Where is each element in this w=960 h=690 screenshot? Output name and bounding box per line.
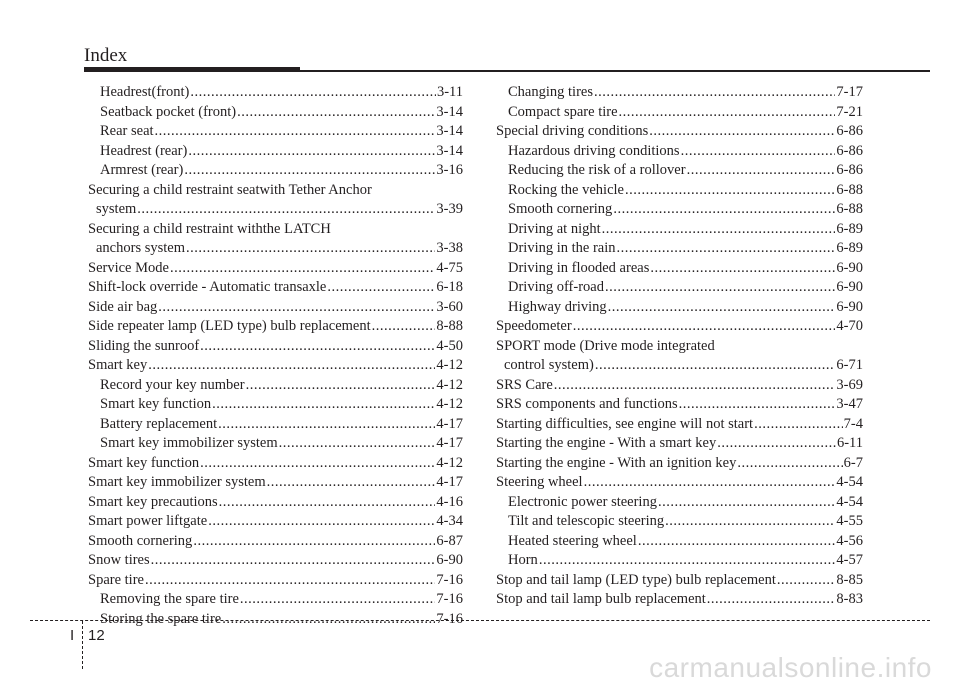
index-entry-page: 6-90 — [436, 552, 463, 568]
index-entry-page: 3-14 — [436, 103, 463, 120]
index-entry-label: Side air bag — [88, 298, 158, 315]
dot-leader — [649, 122, 835, 142]
index-entry-page: 4-54 — [836, 474, 863, 490]
index-entry-label: Steering wheel — [496, 474, 583, 490]
index-entry-continuation: anchors system — [96, 240, 185, 256]
dot-leader — [679, 395, 836, 415]
index-entry-page: 3-38 — [436, 240, 463, 256]
header-rule-thick — [84, 67, 300, 72]
index-entry — [88, 512, 463, 532]
index-entry-label: Reducing the risk of a rollover — [508, 162, 686, 178]
index-entry — [496, 454, 863, 474]
index-entry-label: Stop and tail lamp bulb replacement — [496, 591, 706, 607]
index-entry-page: 4-16 — [436, 493, 463, 510]
dot-leader — [754, 415, 843, 435]
index-entry-label: Side repeater lamp (LED type) bulb replacement — [88, 318, 371, 334]
dot-leader — [219, 493, 436, 513]
index-entry-label: Smooth cornering — [88, 532, 193, 549]
index-entry-page: 4-54 — [836, 493, 863, 510]
dot-leader — [240, 590, 435, 610]
dot-leader — [279, 434, 436, 454]
dot-leader — [687, 161, 836, 181]
index-entry-label: Speedometer — [496, 318, 572, 334]
index-entry — [88, 317, 463, 337]
index-entry-page: 4-75 — [436, 259, 463, 276]
dot-leader — [200, 454, 435, 474]
dot-leader — [327, 278, 435, 298]
index-entry-page: 4-57 — [836, 552, 863, 568]
index-entry-page: 7-21 — [836, 103, 863, 120]
index-entry — [496, 590, 863, 610]
index-entry-label: Seatback pocket (front) — [100, 103, 237, 120]
index-entry — [496, 239, 863, 259]
page-number: 12 — [88, 627, 105, 644]
dot-leader — [188, 142, 435, 162]
index-entry-label: Rear seat — [100, 123, 154, 139]
index-entry-page: 3-47 — [836, 396, 863, 412]
index-entry — [496, 259, 863, 279]
index-entry-page: 6-18 — [436, 279, 463, 295]
index-entry-page: 4-70 — [836, 318, 863, 334]
index-entry — [496, 298, 863, 318]
dot-leader — [650, 259, 835, 279]
index-entry-label: Shift-lock override - Automatic transaxle — [88, 279, 327, 295]
index-column-right — [496, 83, 863, 610]
index-entry-page: 3-11 — [436, 84, 463, 100]
index-entry-label: Battery replacement — [100, 415, 218, 432]
index-entry-label: Changing tires — [508, 84, 593, 100]
index-entry-page: 6-11 — [836, 435, 863, 451]
index-entry-label: Smart key function — [100, 396, 212, 412]
index-entry-label: Tilt and telescopic steering — [508, 513, 665, 529]
index-entry-label: Record your key number — [100, 376, 245, 393]
index-entry — [88, 356, 463, 376]
index-column-left — [88, 83, 463, 629]
index-entry-label: Driving off-road — [508, 279, 604, 295]
index-entry-page: 3-14 — [436, 142, 463, 159]
index-entry — [88, 415, 463, 435]
index-entry-label: Starting the engine - With a smart key — [496, 435, 717, 451]
index-entry — [88, 200, 463, 220]
index-entry-page: 6-89 — [836, 240, 863, 256]
index-entry — [496, 122, 863, 142]
index-entry-label: Headrest (rear) — [100, 142, 188, 159]
dot-leader — [707, 590, 836, 610]
index-entry-page: 4-55 — [836, 513, 863, 529]
dot-leader — [137, 200, 435, 220]
index-entry — [496, 376, 863, 396]
index-entry-page: 6-86 — [836, 162, 863, 178]
index-entry-page: 8-83 — [836, 591, 863, 607]
index-entry — [496, 356, 863, 376]
index-entry-label: Starting difficulties, see engine will not start — [496, 415, 754, 432]
index-entry-label: Service Mode — [88, 259, 169, 276]
index-entry-label: Heated steering wheel — [508, 532, 637, 549]
index-entry-label: Securing a child restraint seatwith Tether Anchor — [88, 181, 372, 198]
index-entry-page: 7-16 — [436, 571, 463, 588]
index-entry-page: 6-90 — [836, 259, 863, 276]
index-entry-page: 6-86 — [836, 142, 863, 159]
index-entry-label: Smart power liftgate — [88, 513, 208, 529]
index-entry-label: Special driving conditions — [496, 123, 649, 139]
index-entry-continuation: system — [96, 201, 137, 217]
dot-leader — [595, 356, 836, 376]
index-entry-label: Electronic power steering — [508, 493, 657, 510]
index-entry-label: Smart key immobilizer system — [88, 474, 266, 490]
index-entry — [88, 259, 463, 279]
index-entry-page: 6-90 — [836, 298, 863, 315]
dot-leader — [148, 356, 435, 376]
footer-divider — [30, 620, 930, 621]
index-entry — [496, 434, 863, 454]
index-entry-page: 4-50 — [436, 337, 463, 354]
index-entry-page: 6-7 — [843, 454, 863, 471]
index-entry-label: Spare tire — [88, 571, 144, 588]
index-entry-page: 6-88 — [836, 201, 863, 217]
index-entry — [88, 298, 463, 318]
index-entry — [496, 83, 863, 103]
dot-leader — [190, 83, 436, 103]
index-entry-page: 4-56 — [836, 532, 863, 549]
index-entry-label: Smart key immobilizer system — [100, 435, 278, 451]
index-entry-page: 6-71 — [836, 357, 863, 373]
index-entry-continuation: control system) — [504, 357, 594, 373]
index-entry-label: Driving in the rain — [508, 240, 616, 256]
index-entry-label: Removing the spare tire — [100, 591, 239, 607]
dot-leader — [372, 317, 436, 337]
dot-leader — [539, 551, 836, 571]
index-entry — [496, 395, 863, 415]
index-entry — [496, 571, 863, 591]
index-entry-page: 4-12 — [436, 396, 463, 412]
dot-leader — [155, 122, 436, 142]
index-entry-page: 8-85 — [836, 571, 863, 588]
dot-leader — [737, 454, 842, 474]
index-entry-page: 8-88 — [436, 318, 463, 334]
index-entry-page: 3-69 — [836, 376, 863, 393]
dot-leader — [267, 473, 436, 493]
index-entry-page: 7-16 — [436, 610, 463, 627]
index-entry-page: 6-88 — [836, 181, 863, 198]
index-entry-page: 7-4 — [843, 415, 863, 432]
index-entry — [88, 83, 463, 103]
index-entry-label: Starting the engine - With an ignition key — [496, 454, 737, 471]
dot-leader — [573, 317, 836, 337]
index-entry-page: 4-12 — [436, 376, 463, 393]
header-rule-thin — [300, 70, 930, 72]
index-entry-page: 4-17 — [436, 474, 463, 490]
index-entry — [496, 473, 863, 493]
index-entry-label: Horn — [508, 552, 538, 568]
index-entry-label: Sliding the sunroof — [88, 337, 200, 354]
dot-leader — [594, 83, 835, 103]
index-entry — [496, 181, 863, 201]
index-entry — [88, 278, 463, 298]
dot-leader — [193, 532, 435, 552]
index-entry-label: SRS components and functions — [496, 396, 678, 412]
dot-leader — [212, 395, 435, 415]
index-entry-page: 4-34 — [436, 513, 463, 529]
index-entry — [496, 200, 863, 220]
dot-leader — [170, 259, 435, 279]
dot-leader — [246, 376, 436, 396]
dot-leader — [658, 493, 835, 513]
dot-leader — [186, 239, 435, 259]
dot-leader — [625, 181, 835, 201]
index-entry — [88, 122, 463, 142]
index-entry-page: 6-89 — [836, 220, 863, 237]
index-entry-label: Smart key — [88, 357, 148, 373]
dot-leader — [200, 337, 435, 357]
index-entry — [496, 512, 863, 532]
index-entry-page: 3-14 — [436, 123, 463, 139]
index-entry-page: 3-39 — [436, 201, 463, 217]
index-entry-label: SRS Care — [496, 376, 553, 393]
index-entry — [496, 161, 863, 181]
index-entry — [88, 590, 463, 610]
index-entry — [496, 103, 863, 123]
index-entry-page: 6-90 — [836, 279, 863, 295]
index-entry-label: Headrest(front) — [100, 84, 190, 100]
index-entry-label: Snow tires — [88, 552, 150, 568]
dot-leader — [145, 571, 435, 591]
dot-leader — [602, 220, 836, 240]
index-entry — [88, 454, 463, 474]
dot-leader — [158, 298, 435, 318]
index-entry-page: 4-17 — [436, 435, 463, 451]
dot-leader — [638, 532, 836, 552]
dot-leader — [184, 161, 435, 181]
index-entry — [496, 142, 863, 162]
index-entry — [88, 103, 463, 123]
index-entry — [88, 395, 463, 415]
dot-leader — [151, 551, 436, 571]
index-entry — [88, 337, 463, 357]
dot-leader — [717, 434, 836, 454]
dot-leader — [605, 278, 835, 298]
index-entry-label: Smart key precautions — [88, 493, 218, 510]
index-entry-label: Rocking the vehicle — [508, 181, 624, 198]
index-entry — [88, 571, 463, 591]
index-entry-label: Driving in flooded areas — [508, 259, 650, 276]
dot-leader — [665, 512, 835, 532]
index-entry-label: Highway driving — [508, 298, 607, 315]
index-entry-label: Armrest (rear) — [100, 162, 184, 178]
index-entry — [88, 434, 463, 454]
index-entry-label: Hazardous driving conditions — [508, 142, 680, 159]
dot-leader — [208, 512, 435, 532]
index-entry-label: Securing a child restraint withthe LATCH — [88, 220, 331, 237]
index-entry-page: 6-86 — [836, 123, 863, 139]
dot-leader — [554, 376, 836, 396]
dot-leader — [777, 571, 836, 591]
index-entry — [88, 239, 463, 259]
index-entry — [88, 551, 463, 571]
index-entry — [496, 493, 863, 513]
index-entry — [496, 415, 863, 435]
index-entry — [88, 376, 463, 396]
index-entry-page: 7-17 — [836, 84, 863, 100]
watermark-logo: carmanualsonline.info — [649, 652, 932, 683]
dot-leader — [608, 298, 836, 318]
index-entry — [88, 473, 463, 493]
index-entry-label: Compact spare tire — [508, 103, 618, 120]
index-entry-label: Driving at night — [508, 220, 601, 237]
index-entry-page: 7-16 — [436, 591, 463, 607]
index-entry — [496, 532, 863, 552]
index-entry-label: Smooth cornering — [508, 201, 613, 217]
index-entry — [496, 551, 863, 571]
index-entry — [496, 278, 863, 298]
index-entry — [88, 142, 463, 162]
dot-leader — [617, 239, 836, 259]
index-entry-page: 3-60 — [436, 298, 463, 315]
index-entry — [88, 161, 463, 181]
index-entry-label: Storing the spare tire — [100, 610, 222, 627]
dot-leader — [218, 415, 435, 435]
dot-leader — [619, 103, 836, 123]
section-letter: I — [70, 627, 75, 644]
dot-leader — [681, 142, 836, 162]
index-entry-page: 3-16 — [436, 162, 463, 178]
index-entry-page: 4-12 — [436, 454, 463, 471]
index-entry-label: Stop and tail lamp (LED type) bulb replacement — [496, 571, 776, 588]
dot-leader — [584, 473, 836, 493]
index-entry — [496, 317, 863, 337]
footer-vertical-divider — [82, 621, 83, 669]
index-entry-label: SPORT mode (Drive mode integrated — [496, 337, 715, 354]
index-entry — [88, 493, 463, 513]
index-entry — [88, 532, 463, 552]
index-entry — [496, 220, 863, 240]
dot-leader — [237, 103, 435, 123]
index-entry-page: 4-17 — [436, 415, 463, 432]
index-entry-page: 4-12 — [436, 357, 463, 373]
page-title: Index — [84, 45, 128, 66]
index-entry-page: 6-87 — [436, 532, 463, 549]
index-entry-label: Smart key function — [88, 454, 200, 471]
dot-leader — [613, 200, 835, 220]
